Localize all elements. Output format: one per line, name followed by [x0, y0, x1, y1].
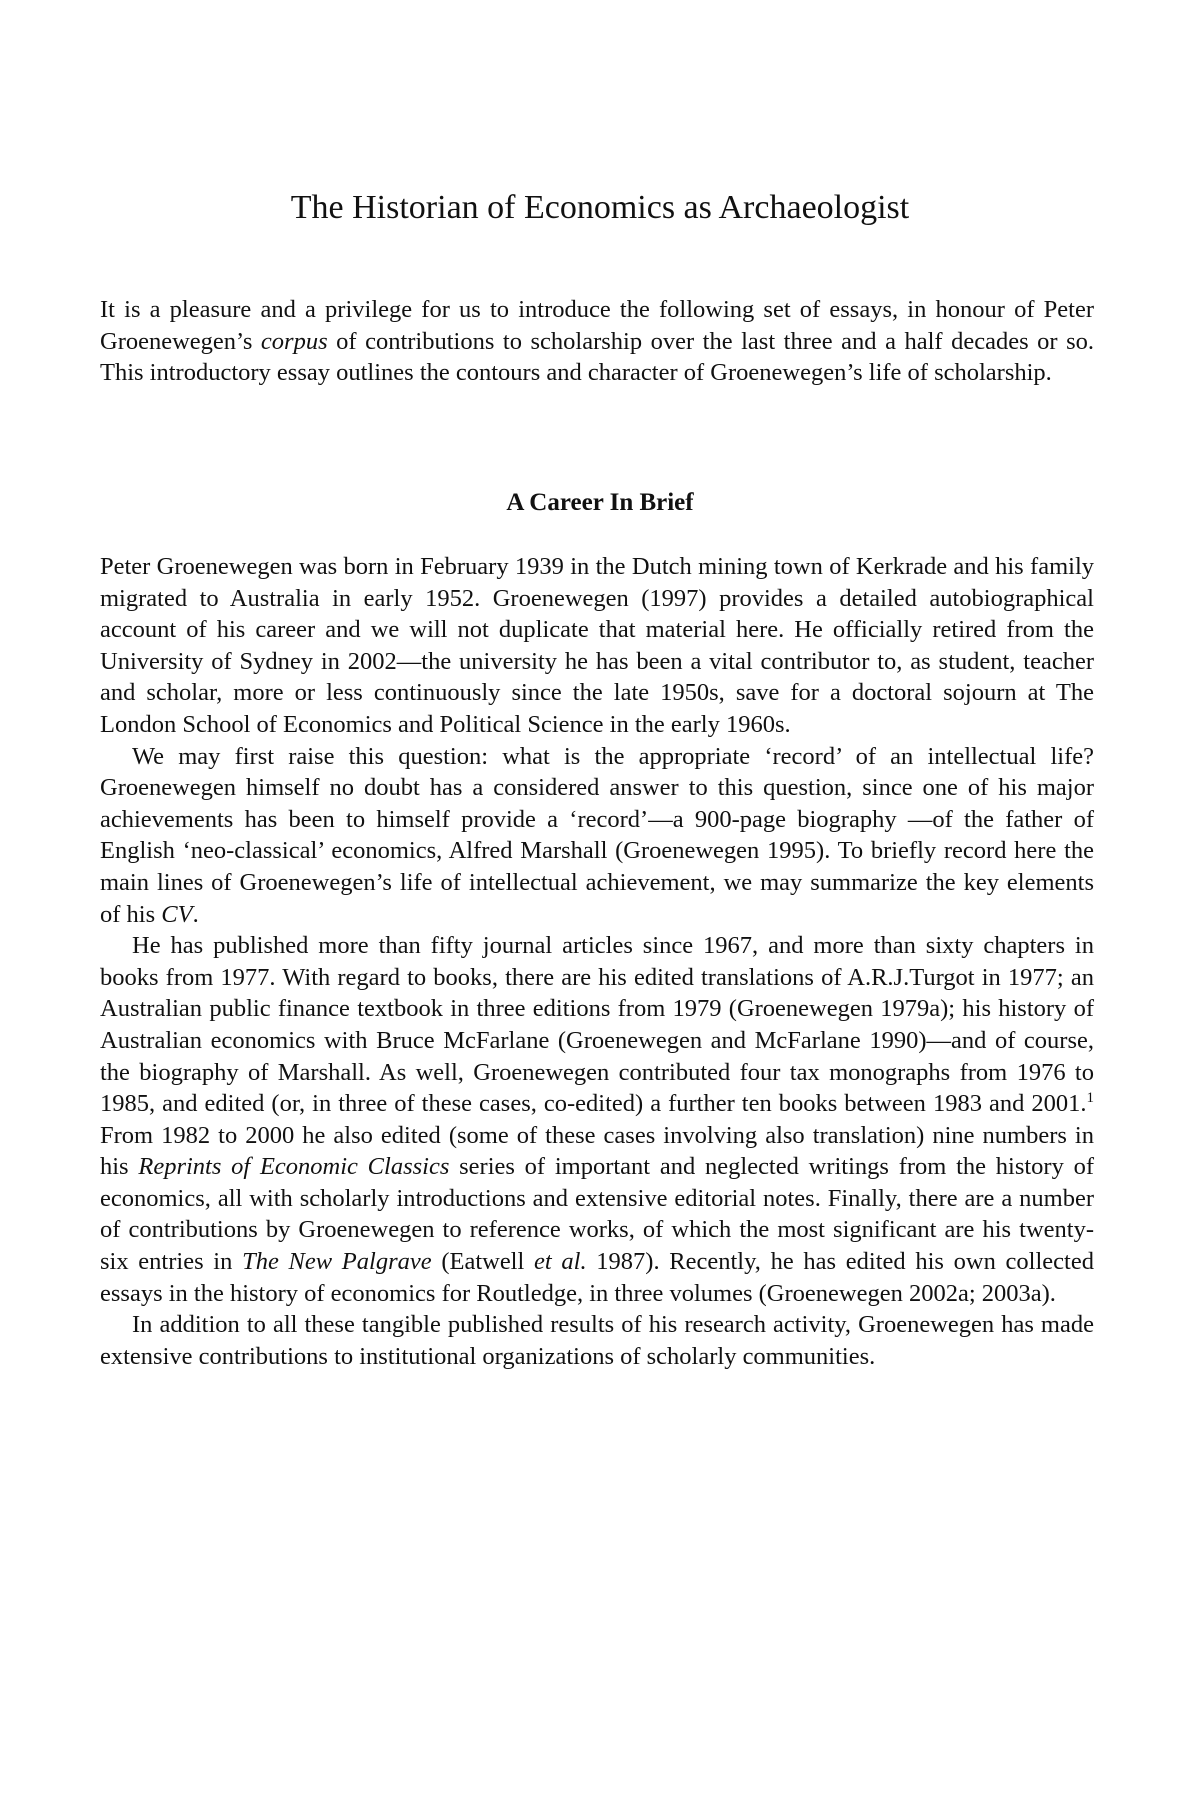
intro-paragraph [100, 294, 1094, 389]
body-paragraph: Peter Groenewegen was born in February 1939 in the Dutch mining town of Kerkrade and his family migrated to Australia in early 1952. Groenewegen (1997) provides a detailed autobiographical account of his career and we will not duplicate that material here. He officially retired from the University of Sydney in 2002—the university he has been a vital contributor to, as student, teacher and scholar, more or less continuously since the late 1950s, save for a doctoral sojourn at The London School of Economics and Political Science in the early 1960s. [100, 553, 1094, 738]
section-body [100, 551, 1094, 1372]
body-text: series of important and neglected writings from the history of economics, all with scholarly introductions and extensive editorial notes. Finally, there are a number of contributions by Groenewegen to reference works, of which the most significant are his twenty-six entries in [100, 1153, 1095, 1276]
body-text: We may first raise this question: what is the appropriate ‘record’ of an intellectual life? Groenewegen himself no doubt has a considered answer to this question, since one of his major achievements has been to himself provide a ‘record’—a 900-page biography —of the father of English ‘neo-classical’ economics, Alfred Marshall (Groenewegen 1995). To briefly record here the main lines of Groenewegen’s life of intellectual achievement, we may summarize the key elements of his [100, 742, 1094, 928]
body-emphasis: The New Palgrave [242, 1248, 432, 1276]
body-text: 1987). Recently, he has edited his own collected essays in the history of economics for Routledge, in three volumes (Groenewegen 2002a; 2003a). [100, 1248, 1094, 1307]
body-emphasis: Reprints of Economic Classics [138, 1153, 450, 1181]
footnote-marker[interactable]: 1 [1086, 1090, 1094, 1107]
chapter-title: The Historian of Economics as Archaeologist [290, 189, 910, 226]
body-text: He has published more than fifty journal articles since 1967, and more than sixty chapters in books from 1977. With regard to books, there are his edited translations of A.R.J.Turgot in 1977; an Australian public finance textbook in three editions from 1979 (Groenewegen 1979a); his history of Australian economics with Bruce McFarlane (Groenewegen and McFarlane 1990)—and of course, the biography of Marshall. As well, Groenewegen contributed four tax monographs from 1976 to 1985, and edited (or, in three of these cases, co-edited) a further ten books between 1983 and 2001. [100, 932, 1094, 1118]
body-paragraph [100, 741, 1094, 931]
section-heading: A Career In Brief [506, 489, 694, 516]
body-paragraph: In addition to all these tangible published results of his research activity, Groenewegen has made extensive contributions to institutional organizations of scholarly communities. [100, 1311, 1094, 1370]
body-emphasis: CV [161, 900, 193, 928]
body-text: (Eatwell [431, 1248, 535, 1276]
intro-text: It is a pleasure and a privilege for us to introduce the following set of essays, in honour of Peter Groenewegen’s [100, 296, 1094, 355]
body-text: . [192, 900, 199, 928]
intro-emphasis: corpus [260, 327, 328, 355]
body-paragraph [100, 930, 1094, 1309]
intro-text: of contributions to scholarship over the last three and a half decades or so. This introductory essay outlines the contours and character of Groenewegen’s life of scholarship. [100, 327, 1094, 387]
body-text: From 1982 to 2000 he also edited (some of these cases involving also translation) nine numbers in his [100, 1121, 1094, 1181]
body-emphasis: et al. [534, 1248, 587, 1276]
